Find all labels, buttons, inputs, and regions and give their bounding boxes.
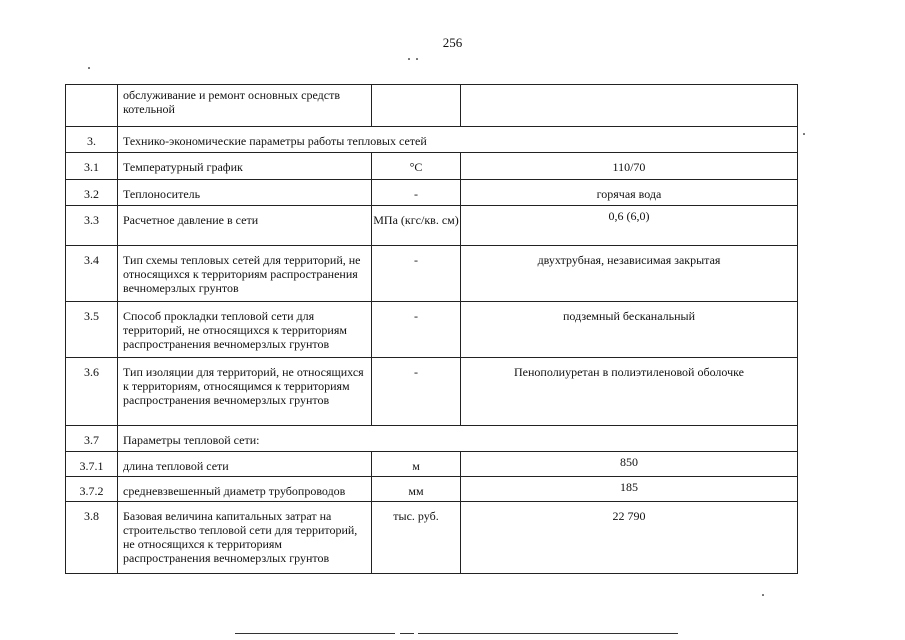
row-name: Расчетное давление в сети — [118, 206, 372, 246]
row-number: 3.1 — [66, 153, 118, 180]
table-row-section — [66, 426, 798, 452]
row-number: 3.4 — [66, 246, 118, 302]
row-value: подземный бесканальный — [461, 302, 798, 358]
row-unit: - — [372, 246, 461, 302]
row-value: 110/70 — [461, 153, 798, 180]
scan-speck — [408, 58, 410, 60]
row-number: 3.7.1 — [66, 452, 118, 477]
row-number: 3. — [66, 127, 118, 153]
row-unit: МПа (кгс/кв. см) — [372, 206, 461, 246]
row-number: 3.6 — [66, 358, 118, 426]
table-row — [66, 153, 798, 180]
table-row — [66, 477, 798, 502]
row-name: Теплоноситель — [118, 180, 372, 206]
row-value — [461, 85, 798, 127]
scan-speck — [762, 594, 764, 596]
row-name: средневзвешенный диаметр трубопроводов — [118, 477, 372, 502]
footer-rule — [400, 633, 414, 634]
row-unit: - — [372, 180, 461, 206]
row-number: 3.5 — [66, 302, 118, 358]
row-name: длина тепловой сети — [118, 452, 372, 477]
table-row — [66, 302, 798, 358]
row-name: Тип изоляции для территорий, не относящихся к территориям, относящимся к территориям распространения вечномерзлых грунтов — [118, 358, 372, 426]
table-row — [66, 246, 798, 302]
row-value: 850 — [461, 452, 798, 477]
row-unit: °С — [372, 153, 461, 180]
row-value: Пенополиуретан в полиэтиленовой оболочке — [461, 358, 798, 426]
row-value: 0,6 (6,0) — [461, 206, 798, 246]
scan-speck — [88, 67, 90, 69]
table-row — [66, 206, 798, 246]
row-name: Базовая величина капитальных затрат на строительство тепловой сети для территорий, не относящихся к территориям распространения вечномерзлых грунтов — [118, 502, 372, 574]
section-heading: Параметры тепловой сети: — [118, 426, 798, 452]
page-number: 256 — [442, 35, 463, 50]
row-unit: - — [372, 302, 461, 358]
row-number: 3.2 — [66, 180, 118, 206]
row-number: 3.7 — [66, 426, 118, 452]
footer-rule — [235, 633, 395, 634]
row-name: Температурный график — [118, 153, 372, 180]
parameters-table — [65, 84, 798, 574]
table-row — [66, 502, 798, 574]
row-unit: - — [372, 358, 461, 426]
row-name: Тип схемы тепловых сетей для территорий, не относящихся к территориям распространения вечномерзлых грунтов — [118, 246, 372, 302]
row-number: 3.8 — [66, 502, 118, 574]
table-row — [66, 85, 798, 127]
row-value: 22 790 — [461, 502, 798, 574]
row-number — [66, 85, 118, 127]
row-name: Способ прокладки тепловой сети для территорий, не относящихся к территориям распространения вечномерзлых грунтов — [118, 302, 372, 358]
row-number: 3.3 — [66, 206, 118, 246]
row-unit: мм — [372, 477, 461, 502]
row-unit: тыс. руб. — [372, 502, 461, 574]
scan-speck — [416, 58, 418, 60]
row-value: двухтрубная, независимая закрытая — [461, 246, 798, 302]
row-value: горячая вода — [461, 180, 798, 206]
table-row-section — [66, 127, 798, 153]
footer-rule — [418, 633, 678, 634]
row-unit — [372, 85, 461, 127]
table-row — [66, 180, 798, 206]
scan-speck — [803, 133, 805, 135]
row-unit: м — [372, 452, 461, 477]
row-name: обслуживание и ремонт основных средств котельной — [118, 85, 372, 127]
table-row — [66, 452, 798, 477]
row-value: 185 — [461, 477, 798, 502]
section-heading: Технико-экономические параметры работы тепловых сетей — [118, 127, 798, 153]
row-number: 3.7.2 — [66, 477, 118, 502]
table-row — [66, 358, 798, 426]
